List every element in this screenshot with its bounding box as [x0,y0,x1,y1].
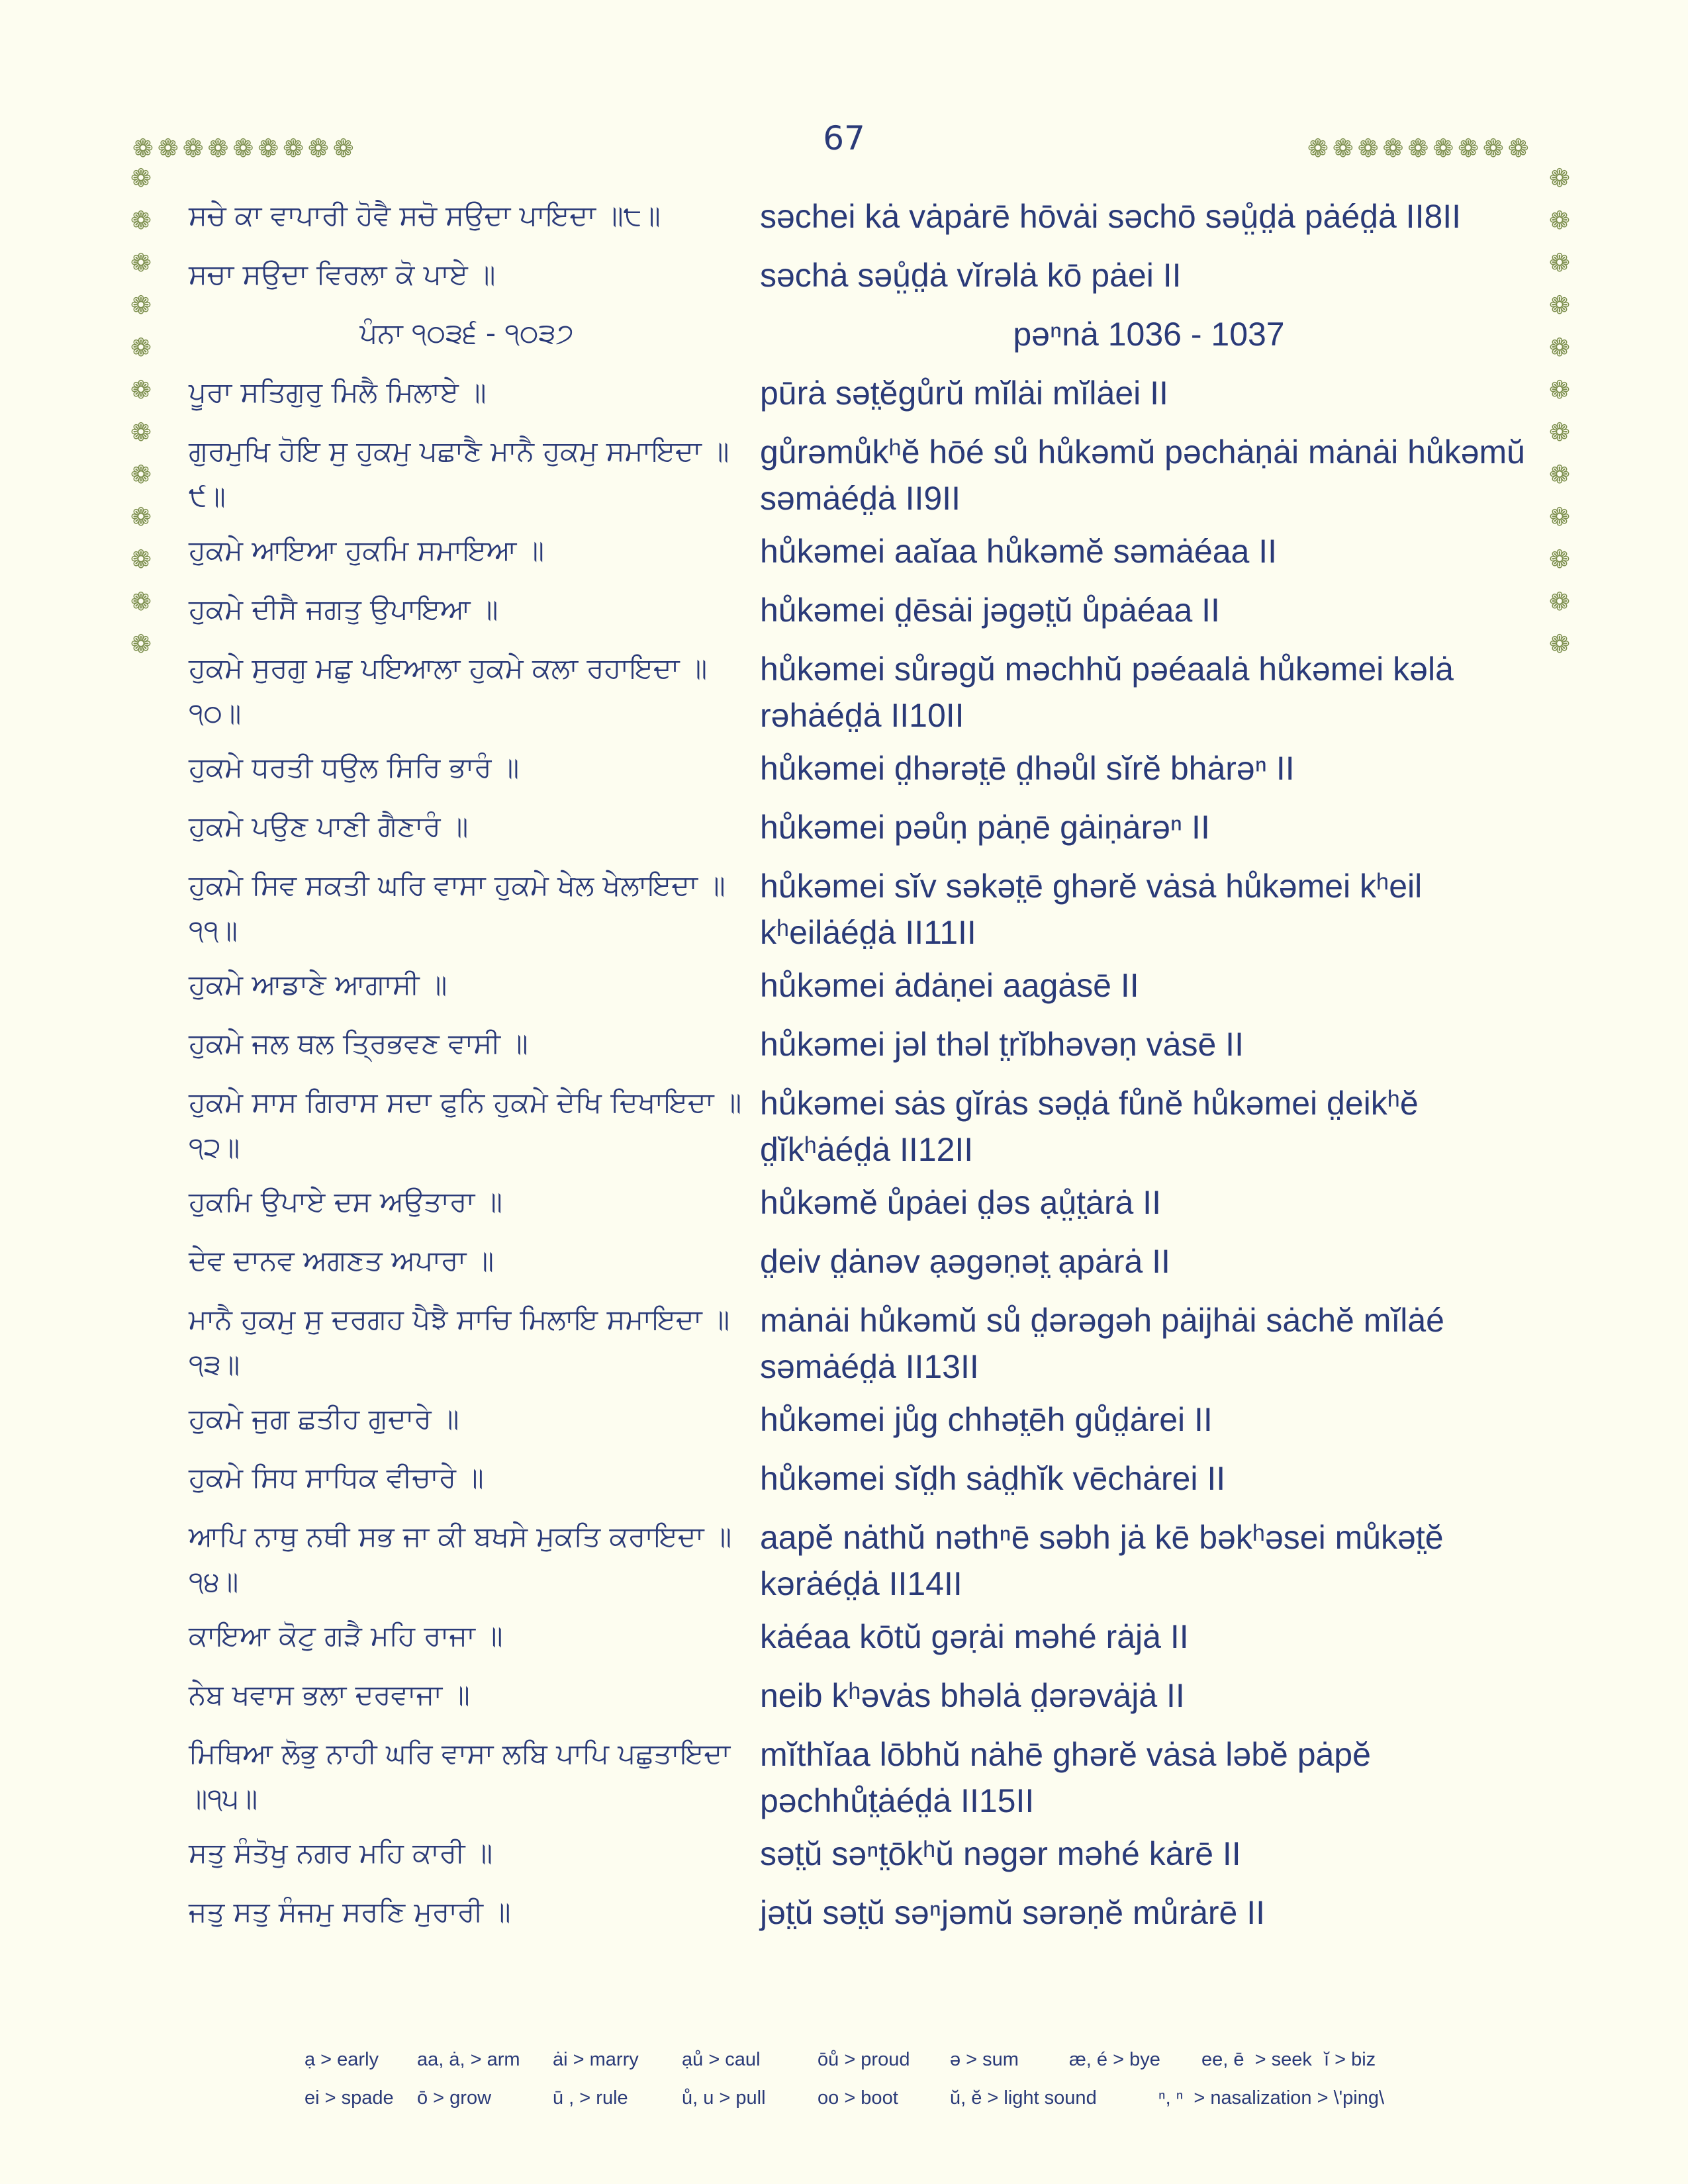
verse-row [189,1238,1539,1297]
flower-ornament-icon: ❁ [130,333,152,362]
verse-row [189,1021,1539,1080]
flower-ornament-icon: ❁ [130,460,152,489]
flower-ornament-icon: ❁ [1549,587,1570,616]
flower-ornament-icon: ❁ [207,134,229,163]
verse-transliteration: hůkəmei jůg chhət̤ēh gůd̤ȧrei II [760,1401,1213,1438]
verse-gurmukhi: ਕਾਇਆ ਕੋਟੁ ਗੜੈ ਮਹਿ ਰਾਜਾ ॥ [189,1619,503,1652]
flower-ornament-icon: ❁ [182,134,204,163]
flower-ornament-icon: ❁ [1407,134,1429,163]
verse-gurmukhi: ਪੂਰਾ ਸਤਿਗੁਰੁ ਮਿਲੈ ਮਿਲਾਏ ॥ [189,376,487,408]
verse-transliteration: hůkəmei jəl thəl t̤rĭbhəvəṇ vȧsē II [760,1026,1244,1063]
verse-gurmukhi: ਮਿਥਿਆ ਲੋਭੁ ਨਾਹੀ ਘਰਿ ਵਾਸਾ ਲਬਿ ਪਾਪਿ ਪਛੁਤਾਇਦਾ ॥੧੫॥ [189,1737,731,1815]
legend-item: ee, ē > seek [1201,2048,1312,2070]
verse-transliteration: pəⁿnȧ 1036 - 1037 [1013,316,1285,353]
flower-ornament-icon: ❁ [130,375,152,404]
verse-row [189,528,1539,587]
verse-transliteration: hůkəmei pəůṇ pȧṇē gȧiṇȧrəⁿ II [760,809,1210,846]
verse-transliteration: pūrȧ sət̤ĕgůrŭ mĭlȧi mĭlȧei II [760,375,1168,412]
flower-ornament-icon: ❁ [1549,460,1570,489]
legend-row [305,2040,1549,2079]
verse-row [189,745,1539,804]
flower-ornament-icon: ❁ [1549,248,1570,277]
legend-item: ŭ, ĕ > light sound [950,2087,1097,2109]
legend-item: ĭ > biz [1324,2048,1376,2070]
flower-ornament-icon: ❁ [157,134,179,163]
flower-ornament-icon: ❁ [130,163,152,193]
verse-gurmukhi: ਹੁਕਮੇ ਜੁਗ ਛਤੀਹ ਗੁਦਾਰੇ ॥ [189,1402,459,1435]
page-range-row [189,311,1539,370]
page-number: 67 [823,119,865,158]
verse-row [189,1831,1539,1889]
verse-row [189,1455,1539,1514]
flower-ornament-icon: ❁ [1549,291,1570,320]
verse-transliteration: hůkəmei ȧdȧṇei aagȧsē II [760,967,1139,1004]
verse-gurmukhi: ਹੁਕਮੇ ਪਉਣ ਪਾਣੀ ਗੈਣਾਰੰ ॥ [189,810,469,842]
verse-transliteration: neib kʰəvȧs bhəlȧ d̤ərəvȧjȧ II [760,1677,1185,1714]
verse-transliteration: hůkəmei d̤hərət̤ē d̤həůl sĭrĕ bhȧrəⁿ II [760,750,1295,787]
verse-row [189,1179,1539,1238]
legend-item: ōů > proud [818,2048,910,2070]
verse-row [189,429,1539,528]
verse-row [189,1731,1539,1831]
verse-transliteration: hůkəmei aaĭaa hůkəmĕ səmȧéaa II [760,533,1278,570]
legend-item: ə > sum [950,2048,1019,2070]
flower-ornament-icon: ❁ [130,629,152,659]
verse-transliteration: sət̤ŭ səⁿt̤ōkʰŭ nəgər məhé kȧrē II [760,1835,1241,1872]
ornament-border-top-right [1307,136,1529,161]
verse-gurmukhi: ਹੁਕਮੇ ਸਾਸ ਗਿਰਾਸ ਸਦਾ ਫੁਨਿ ਹੁਕਮੇ ਦੇਖਿ ਦਿਖਾਇਦਾ ॥੧੨॥ [189,1086,742,1163]
flower-ornament-icon: ❁ [130,248,152,277]
verse-row [189,1889,1539,1948]
flower-ornament-icon: ❁ [1549,502,1570,531]
verse-row [189,1614,1539,1672]
flower-ornament-icon: ❁ [130,587,152,616]
verse-transliteration: səchei kȧ vȧpȧrē hōvȧi səchō səṳ̊d̤ȧ pȧéd̤ȧ II8II [760,198,1462,235]
legend-item: æ, é > bye [1069,2048,1160,2070]
verse-row [189,193,1539,252]
verse-gurmukhi: ਆਪਿ ਨਾਥੁ ਨਥੀ ਸਭ ਜਾ ਕੀ ਬਖਸੇ ਮੁਕਤਿ ਕਰਾਇਦਾ ॥੧੪॥ [189,1520,732,1598]
verse-transliteration: kȧéaa kōtŭ gəṛȧi məhé rȧjȧ II [760,1618,1189,1655]
verse-row [189,1514,1539,1614]
flower-ornament-icon: ❁ [130,206,152,235]
verse-transliteration: hůkəmĕ ůpȧei d̤əs ạṳ̊t̤ȧrȧ II [760,1184,1161,1221]
verse-transliteration: gůrəmůkʰĕ hōé sů hůkəmŭ pəchȧṇȧi mȧnȧi hůkəmŭ səmȧéd̤ȧ II9II [760,433,1525,517]
verse-row [189,1672,1539,1731]
verse-gurmukhi: ਹੁਕਮੇ ਜਲ ਥਲ ਤ੍ਰਿਭਵਣ ਵਾਸੀ ॥ [189,1027,528,1060]
verse-row [189,370,1539,429]
legend-item: ȧi > marry [553,2048,639,2070]
pronunciation-legend [305,2040,1549,2117]
flower-ornament-icon: ❁ [130,291,152,320]
ornament-border-top-left [132,136,354,161]
legend-item: ạů > caul [682,2048,761,2070]
flower-ornament-icon: ❁ [1549,629,1570,659]
verse-gurmukhi: ਜਤੁ ਸਤੁ ਸੰਜਮੁ ਸਰਣਿ ਮੁਰਾਰੀ ॥ [189,1895,511,1928]
legend-item: ů, u > pull [682,2087,766,2109]
verse-gurmukhi: ਨੇਬ ਖਵਾਸ ਭਲਾ ਦਰਵਾਜਾ ॥ [189,1678,470,1711]
verse-gurmukhi: ਹੁਕਮੇ ਆਇਆ ਹੁਕਮਿ ਸਮਾਇਆ ॥ [189,534,545,567]
verse-table [189,193,1539,1948]
flower-ornament-icon: ❁ [1357,134,1379,163]
verse-gurmukhi: ਹੁਕਮਿ ਉਪਾਏ ਦਸ ਅਉਤਾਰਾ ॥ [189,1185,502,1218]
verse-transliteration: hůkəmei sȧs gĭrȧs səd̤ȧ fůnĕ hůkəmei d̤eikʰĕ d̤ĭkʰȧéd̤ȧ II12II [760,1085,1419,1168]
verse-gurmukhi: ਹੁਕਮੇ ਧਰਤੀ ਧਉਲ ਸਿਰਿ ਭਾਰੰ ॥ [189,751,520,784]
flower-ornament-icon: ❁ [1482,134,1504,163]
verse-transliteration: səchȧ səṳ̊d̤ȧ vĭrəlȧ kō pȧei II [760,257,1182,294]
flower-ornament-icon: ❁ [1432,134,1454,163]
verse-transliteration: jət̤ŭ sət̤ŭ səⁿjəmŭ sərəṇĕ můrȧrē II [760,1894,1266,1931]
verse-transliteration: d̤eiv d̤ȧnəv ạəgəṇət̤ ạpȧrȧ II [760,1243,1170,1280]
legend-item: ⁿ, ⁿ > nasalization > \'ping\ [1158,2087,1385,2109]
verse-row [189,962,1539,1021]
legend-row [305,2079,1549,2117]
flower-ornament-icon: ❁ [1549,375,1570,404]
verse-gurmukhi: ਸਤੁ ਸੰਤੋਖੁ ਨਗਰ ਮਹਿ ਕਾਰੀ ॥ [189,1837,493,1869]
verse-transliteration: hůkəmei sĭv səkət̤ē ghərĕ vȧsȧ hůkəmei kʰeil kʰeilȧéd̤ȧ II11II [760,868,1423,951]
flower-ornament-icon: ❁ [258,134,279,163]
legend-item: aa, ȧ, > arm [417,2048,520,2070]
verse-transliteration: hůkəmei d̤ēsȧi jəgət̤ŭ ůpȧéaa II [760,592,1220,629]
flower-ornament-icon: ❁ [1549,333,1570,362]
flower-ornament-icon: ❁ [1549,418,1570,447]
legend-item: oo > boot [818,2087,898,2109]
verse-gurmukhi: ਪੰਨਾ ੧੦੩੬ - ੧੦੩੭ [359,317,574,349]
verse-gurmukhi: ਹੁਕਮੇ ਆਡਾਣੇ ਆਗਾਸੀ ॥ [189,968,447,1001]
verse-transliteration: aapĕ nȧthŭ nəthⁿē səbh jȧ kē bəkʰəsei můkət̤ĕ kərȧéd̤ȧ II14II [760,1519,1444,1602]
verse-gurmukhi: ਦੇਵ ਦਾਨਵ ਅਗਣਤ ਅਪਾਰਾ ॥ [189,1244,494,1277]
flower-ornament-icon: ❁ [130,545,152,574]
verse-gurmukhi: ਹੁਕਮੇ ਸਿਵ ਸਕਤੀ ਘਰਿ ਵਾਸਾ ਹੁਕਮੇ ਖੇਲ ਖੇਲਾਇਦਾ ॥੧੧॥ [189,869,726,946]
flower-ornament-icon: ❁ [307,134,329,163]
verse-gurmukhi: ਹੁਕਮੇ ਦੀਸੈ ਜਗਤੁ ਉਪਾਇਆ ॥ [189,593,498,625]
flower-ornament-icon: ❁ [283,134,304,163]
flower-ornament-icon: ❁ [1549,206,1570,235]
verse-row [189,646,1539,745]
verse-row [189,252,1539,311]
flower-ornament-icon: ❁ [1458,134,1479,163]
flower-ornament-icon: ❁ [1382,134,1404,163]
verse-transliteration: mĭthĭaa lōbhŭ nȧhē ghərĕ vȧsȧ ləbĕ pȧpĕ pəchhůt̤ȧéd̤ȧ II15II [760,1736,1371,1819]
flower-ornament-icon: ❁ [132,134,154,163]
flower-ornament-icon: ❁ [1307,134,1329,163]
verse-gurmukhi: ਮਾਨੈ ਹੁਕਮੁ ਸੁ ਦਰਗਹ ਪੈਝੈ ਸਾਚਿ ਮਿਲਾਇ ਸਮਾਇਦਾ ॥੧੩॥ [189,1303,730,1381]
verse-gurmukhi: ਗੁਰਮੁਖਿ ਹੋਇ ਸੁ ਹੁਕਮੁ ਪਛਾਣੈ ਮਾਨੈ ਹੁਕਮੁ ਸਮਾਇਦਾ ॥੯॥ [189,435,729,512]
flower-ornament-icon: ❁ [1332,134,1354,163]
verse-row [189,1396,1539,1455]
verse-gurmukhi: ਸਚਾ ਸਉਦਾ ਵਿਰਲਾ ਕੋ ਪਾਏ ॥ [189,258,496,291]
verse-row [189,1297,1539,1396]
legend-item: ō > grow [417,2087,492,2109]
legend-item: ei > spade [305,2087,394,2109]
flower-ornament-icon: ❁ [1549,163,1570,193]
verse-transliteration: hůkəmei sĭd̤h sȧd̤hĭk vēchȧrei II [760,1460,1226,1497]
flower-ornament-icon: ❁ [1507,134,1529,163]
verse-row [189,804,1539,863]
flower-ornament-icon: ❁ [1549,545,1570,574]
verse-transliteration: hůkəmei sůrəgŭ məchhŭ pəéaalȧ hůkəmei kəlȧ rəhȧéd̤ȧ II10II [760,651,1454,734]
flower-ornament-icon: ❁ [130,418,152,447]
verse-gurmukhi: ਸਚੇ ਕਾ ਵਾਪਾਰੀ ਹੋਵੈ ਸਚੋ ਸਉਦਾ ਪਾਇਦਾ ॥੮॥ [189,199,661,232]
verse-row [189,1080,1539,1179]
verse-row [189,863,1539,962]
flower-ornament-icon: ❁ [130,502,152,531]
verse-transliteration: mȧnȧi hůkəmŭ sů d̤ərəgəh pȧijhȧi sȧchĕ mĭlȧé səmȧéd̤ȧ II13II [760,1302,1444,1385]
ornament-border-right [1549,165,1570,657]
flower-ornament-icon: ❁ [332,134,354,163]
verse-gurmukhi: ਹੁਕਮੇ ਸੁਰਗੁ ਮਛੁ ਪਇਆਲਾ ਹੁਕਮੇ ਕਲਾ ਰਹਾਇਦਾ ॥੧੦॥ [189,652,708,729]
flower-ornament-icon: ❁ [232,134,254,163]
verse-row [189,587,1539,646]
verse-gurmukhi: ਹੁਕਮੇ ਸਿਧ ਸਾਧਿਕ ਵੀਚਾਰੇ ॥ [189,1461,484,1494]
legend-item: ạ > early [305,2048,379,2070]
ornament-border-left [130,165,152,657]
legend-item: ū , > rule [553,2087,628,2109]
